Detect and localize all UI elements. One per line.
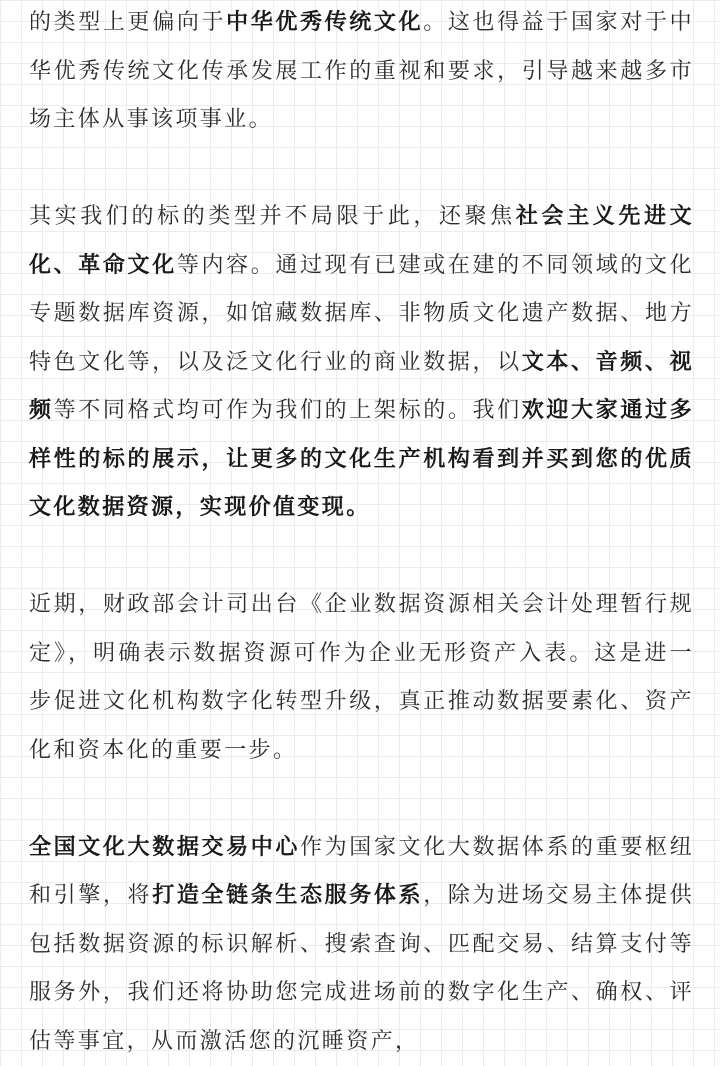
text-segment: ，除为进场交易主体提供包括数据资源的标识解析、搜索查询、匹配交易、结算支付等服务外，我们还将协助您完成进场前的数字化生产、确权、评估等事宜，从而激活您的沉睡资产， xyxy=(29,883,694,1054)
article-body xyxy=(29,0,694,1066)
bold-segment: 文本、音频、视频 xyxy=(29,350,694,424)
text-segment: 近期，财政部会计司出台《企业数据资源相关会计处理暂行规定》，明确表示数据资源可作为企业无形资产入表。这是进一步促进文化机构数字化转型升级，真正推动数据要素化、资产化和资本化的重要一步。 xyxy=(29,592,694,763)
paragraph-exchange-center xyxy=(29,824,694,1066)
text-segment: 等内容。通过现有已建或在建的不同领域的文化专题数据库资源，如馆藏数据库、非物质文化遗产数据、地方特色文化等，以及泛文化行业的商业数据，以 xyxy=(29,253,694,375)
text-segment: 等不同格式均可作为我们的上架标的。我们 xyxy=(54,398,522,423)
bold-segment: 打造全链条生态服务体系 xyxy=(152,883,423,908)
text-segment: 其实我们的标的类型并不局限于此，还聚焦 xyxy=(29,204,516,229)
bold-segment: 全国文化大数据交易中心 xyxy=(29,835,300,860)
text-segment: 。这也得益于国家对于中华优秀传统文化传承发展工作的重视和要求，引导越来越多市场主体从事该项事业。 xyxy=(29,10,694,132)
bold-segment: 中华优秀传统文化 xyxy=(226,10,423,35)
bold-segment: 欢迎大家通过多样性的标的展示，让更多的文化生产机构看到并买到您的优质文化数据资源，实现价值变现。 xyxy=(29,398,694,520)
bold-segment: 社会主义先进文化、革命文化 xyxy=(29,204,694,278)
paragraph-accounting-rules xyxy=(29,581,694,775)
text-segment: 作为国家文化大数据体系的重要枢纽和引擎，将 xyxy=(29,835,694,909)
paragraph-content-scope xyxy=(29,193,694,533)
paragraph-target-types xyxy=(29,0,694,145)
text-segment: 的类型上更偏向于 xyxy=(29,10,226,35)
